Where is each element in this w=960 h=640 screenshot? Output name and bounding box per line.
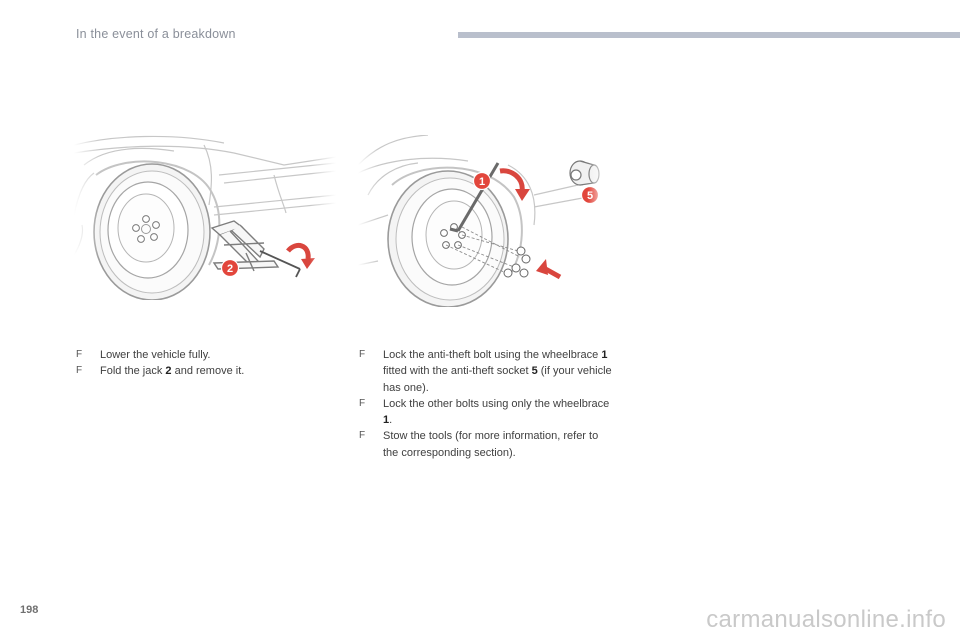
step-text: Lock the other bolts using only the wheelbrace xyxy=(383,397,610,410)
figure-jack-removal xyxy=(74,135,336,300)
step-lock-other-bolts xyxy=(359,396,615,429)
figure-wheelbrace xyxy=(358,135,608,307)
wheelbrace-illustration xyxy=(358,135,608,307)
step-text: Lock the anti-theft bolt using the wheelbrace xyxy=(383,349,602,361)
step-text: Stow the tools (for more information, refer to the corresponding section). xyxy=(383,430,599,459)
step-text: Fold the jack xyxy=(100,365,166,378)
step-text: . xyxy=(389,414,393,427)
bullet-marker: F xyxy=(359,430,366,442)
step-lower-vehicle xyxy=(76,347,336,363)
watermark: carmanualsonline.info xyxy=(706,606,946,633)
page-number: 198 xyxy=(20,604,39,616)
step-text: Lower the vehicle fully. xyxy=(100,349,211,361)
ref-number: 1 xyxy=(383,414,390,427)
bullet-marker: F xyxy=(359,397,366,409)
step-fold-jack xyxy=(76,363,336,379)
step-text: (if your vehicle has one). xyxy=(383,365,612,394)
step-text: fitted with the anti-theft socket xyxy=(383,365,532,378)
step-text: and remove it. xyxy=(171,365,245,378)
step-stow-tools xyxy=(359,428,615,461)
ref-number: 5 xyxy=(531,365,538,378)
header-accent-bar xyxy=(458,32,960,38)
ref-number: 1 xyxy=(601,349,608,361)
bullet-marker: F xyxy=(76,349,83,360)
step-lock-antitheft-bolt xyxy=(359,347,615,396)
steps-list-left xyxy=(76,347,336,380)
jack-illustration xyxy=(74,135,336,300)
ref-number: 2 xyxy=(165,365,172,378)
section-title: In the event of a breakdown xyxy=(76,27,236,41)
steps-list-right xyxy=(359,347,615,461)
bullet-marker: F xyxy=(359,349,366,360)
bullet-marker: F xyxy=(76,365,83,377)
